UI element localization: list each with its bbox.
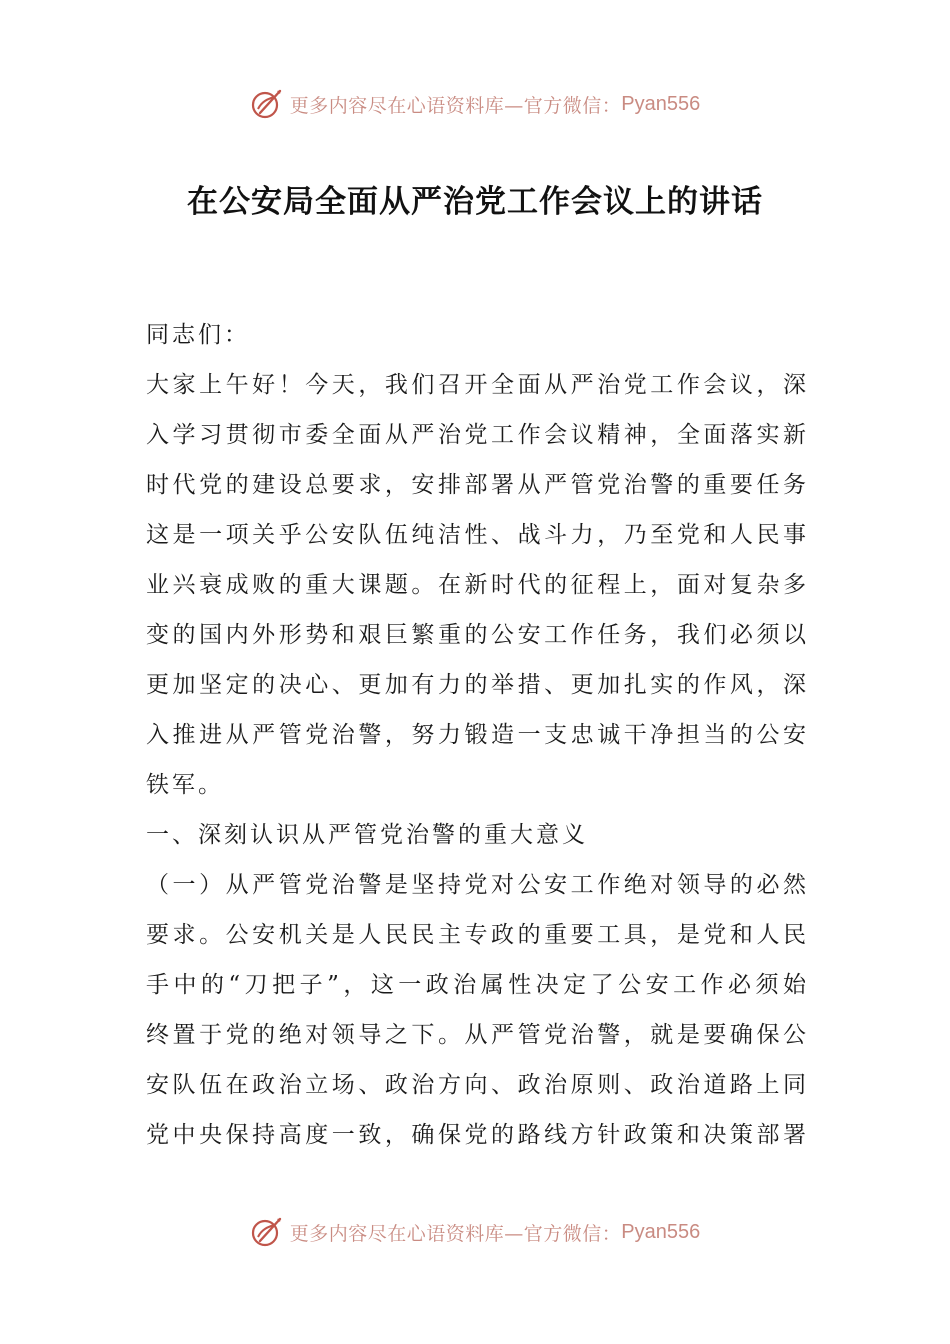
watermark-wechat-id: Pyan556 (621, 1220, 701, 1243)
header-watermark (0, 84, 950, 124)
body-line: 时代党的建设总要求，安排部署从严管党治警的重要任务 (146, 472, 806, 498)
pen-logo-icon (250, 87, 284, 121)
body-line: 大家上午好！今天，我们召开全面从严治党工作会议，深 (146, 372, 806, 398)
body-line: 入学习贯彻市委全面从严治党工作会议精神，全面落实新 (146, 422, 806, 448)
watermark-text: 更多内容尽在心语资料库—官方微信： (289, 94, 622, 117)
watermark-text: 更多内容尽在心语资料库—官方微信： (289, 1222, 622, 1245)
body-line: 这是一项关乎公安队伍纯洁性、战斗力，乃至党和人民事 (146, 522, 806, 548)
body-line: 更加坚定的决心、更加有力的举措、更加扎实的作风，深 (146, 672, 806, 698)
footer-watermark (0, 1212, 950, 1252)
body-line: 入推进从严管党治警，努力锻造一支忠诚干净担当的公安 (146, 722, 806, 748)
body-line: 业兴衰成败的重大课题。在新时代的征程上，面对复杂多 (146, 572, 806, 598)
body-line: 安队伍在政治立场、政治方向、政治原则、政治道路上同 (146, 1072, 806, 1098)
pen-logo-icon (250, 1215, 284, 1249)
body-line: （一）从严管党治警是坚持党对公安工作绝对领导的必然 (146, 872, 806, 898)
section-heading: 一、深刻认识从严管党治警的重大意义 (146, 822, 588, 848)
body-line: 要求。公安机关是人民民主专政的重要工具，是党和人民 (146, 922, 806, 948)
document-title: 在公安局全面从严治党工作会议上的讲话 (187, 184, 763, 220)
body-line: 终置于党的绝对领导之下。从严管党治警，就是要确保公 (146, 1022, 806, 1048)
watermark-wechat-id: Pyan556 (621, 92, 701, 115)
body-line: 铁军。 (146, 772, 224, 798)
body-line: 手中的“刀把子”，这一政治属性决定了公安工作必须始 (146, 972, 806, 998)
salutation: 同志们： (146, 322, 250, 348)
body-line: 变的国内外形势和艰巨繁重的公安工作任务，我们必须以 (146, 622, 806, 648)
document-body (146, 310, 806, 1160)
body-line: 党中央保持高度一致，确保党的路线方针政策和决策部署 (146, 1122, 806, 1148)
